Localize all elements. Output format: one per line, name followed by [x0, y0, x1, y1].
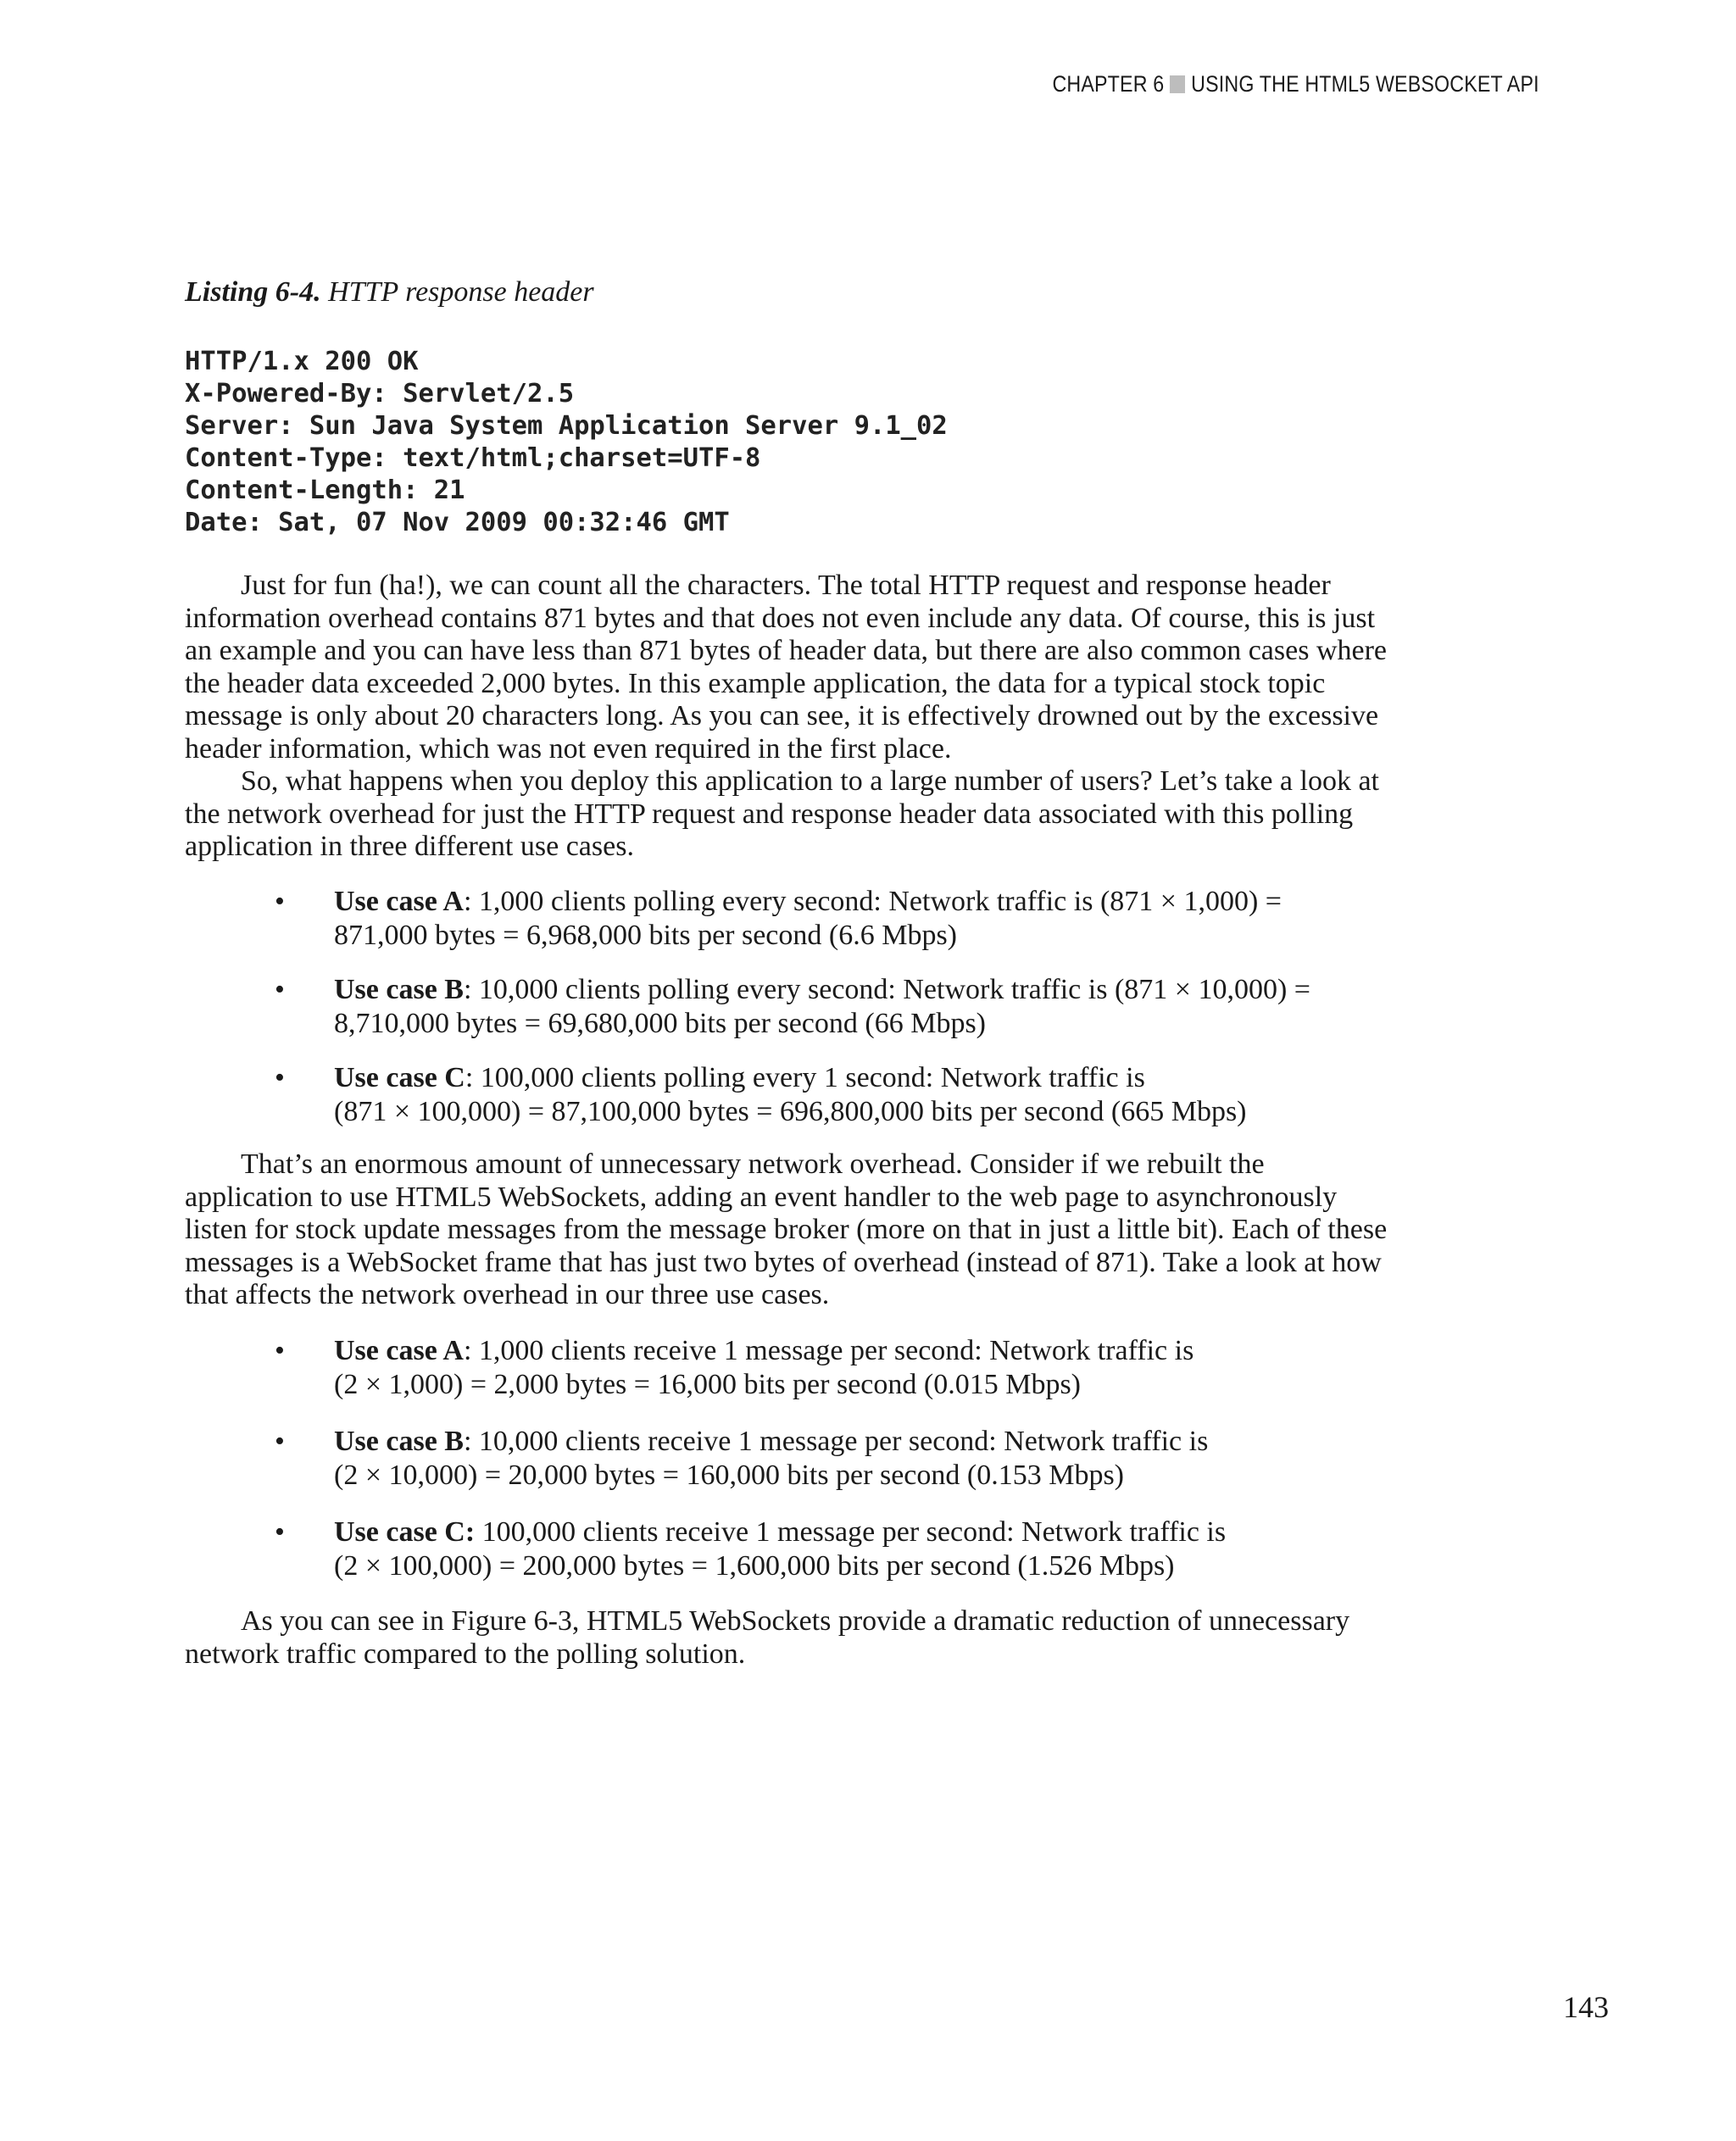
- header-separator-square: [1170, 75, 1185, 93]
- text-line: the network overhead for just the HTTP request and response header data associated with this polling: [185, 798, 1354, 830]
- code-line: Date: Sat, 07 Nov 2009 00:32:46 GMT: [185, 508, 730, 537]
- bullet-mark: •: [275, 974, 285, 1005]
- text-line: an example and you can have less than 871 bytes of header data, but there are also common cases where: [185, 635, 1388, 666]
- use-case-text: : 100,000 clients polling every 1 second: Network traffic is: [465, 1062, 1145, 1093]
- text-line: messages is a WebSocket frame that has just two bytes of overhead (instead of 871). Take a look at how: [185, 1246, 1382, 1278]
- use-case-term: Use case A: [334, 886, 464, 917]
- listing-caption: [185, 276, 594, 309]
- use-case-term: Use case C:: [334, 1516, 476, 1548]
- use-case-text: (2 × 1,000) = 2,000 bytes = 16,000 bits per second (0.015 Mbps): [334, 1369, 1081, 1400]
- code-line: Content-Type: text/html;charset=UTF-8: [185, 443, 761, 473]
- use-case-term: Use case B: [334, 974, 464, 1005]
- page-number: 143: [1563, 1990, 1609, 2024]
- text-line: header information, which was not even required in the first place.: [185, 732, 952, 765]
- use-case-term: Use case B: [334, 1426, 464, 1457]
- use-case-term: Use case C: [334, 1062, 465, 1093]
- text-line: message is only about 20 characters long. As you can see, it is effectively drowned out by the excessive: [185, 700, 1379, 731]
- text-line: that affects the network overhead in our three use cases.: [185, 1279, 830, 1310]
- text-line: So, what happens when you deploy this application to a large number of users? Let’s take a look at: [241, 765, 1379, 797]
- chapter-label: CHAPTER 6: [1052, 71, 1165, 97]
- text-line: That’s an enormous amount of unnecessary network overhead. Consider if we rebuilt the: [241, 1148, 1265, 1180]
- text-line: Just for fun (ha!), we can count all the characters. The total HTTP request and response header: [241, 570, 1331, 601]
- code-line: Content-Length: 21: [185, 475, 465, 505]
- use-case-text: : 10,000 clients polling every second: Network traffic is (871 × 10,000) =: [463, 974, 1310, 1005]
- paragraph-websocket-overhead: [185, 1148, 1541, 1312]
- code-line: Server: Sun Java System Application Server 9.1_02: [185, 411, 948, 441]
- paragraph-header-count: [185, 570, 1541, 765]
- use-case-text: 8,710,000 bytes = 69,680,000 bits per second (66 Mbps): [334, 1008, 987, 1039]
- listing-title: HTTP response header: [328, 276, 594, 308]
- use-case-text: (2 × 10,000) = 20,000 bytes = 160,000 bits per second (0.153 Mbps): [334, 1460, 1124, 1491]
- use-case-text: : 10,000 clients receive 1 message per second: Network traffic is: [463, 1426, 1209, 1457]
- text-line: network traffic compared to the polling solution.: [185, 1638, 746, 1670]
- bullet-mark: •: [275, 1062, 285, 1093]
- text-line: application to use HTML5 WebSockets, adding an event handler to the web page to asynchronously: [185, 1181, 1338, 1213]
- use-case-term: Use case A: [334, 1335, 464, 1366]
- paragraph-conclusion: [185, 1605, 1541, 1671]
- bullet-mark: •: [275, 886, 285, 917]
- running-header: [1053, 71, 1539, 97]
- code-line: HTTP/1.x 200 OK: [185, 347, 419, 376]
- code-line: X-Powered-By: Servlet/2.5: [185, 379, 575, 409]
- text-line: As you can see in Figure 6-3, HTML5 WebSockets provide a dramatic reduction of unnecessary: [241, 1605, 1350, 1637]
- use-case-text: (871 × 100,000) = 87,100,000 bytes = 696,800,000 bits per second (665 Mbps): [334, 1096, 1247, 1127]
- use-case-text: 871,000 bytes = 6,968,000 bits per second (6.6 Mbps): [334, 920, 958, 951]
- bullet-mark: •: [275, 1426, 285, 1457]
- text-line: information overhead contains 871 bytes and that does not even include any data. Of course, this is just: [185, 602, 1376, 634]
- paragraph-deploy: [185, 765, 1541, 864]
- bullet-mark: •: [275, 1516, 285, 1548]
- text-line: listen for stock update messages from the message broker (more on that in just a little bit). Each of these: [185, 1214, 1388, 1245]
- bullet-mark: •: [275, 1335, 285, 1366]
- use-case-text: : 1,000 clients receive 1 message per second: Network traffic is: [463, 1335, 1194, 1366]
- text-line: the header data exceeded 2,000 bytes. In this example application, the data for a typical stock topic: [185, 667, 1326, 699]
- use-case-text: : 1,000 clients polling every second: Network traffic is (871 × 1,000) =: [463, 886, 1282, 917]
- code-listing: [185, 346, 948, 539]
- chapter-title: USING THE HTML5 WEBSOCKET API: [1191, 71, 1539, 97]
- use-case-text: 100,000 clients receive 1 message per second: Network traffic is: [475, 1516, 1227, 1548]
- use-case-text: (2 × 100,000) = 200,000 bytes = 1,600,000 bits per second (1.526 Mbps): [334, 1550, 1175, 1582]
- listing-label: Listing 6-4.: [185, 276, 321, 308]
- text-line: application in three different use cases.: [185, 831, 634, 862]
